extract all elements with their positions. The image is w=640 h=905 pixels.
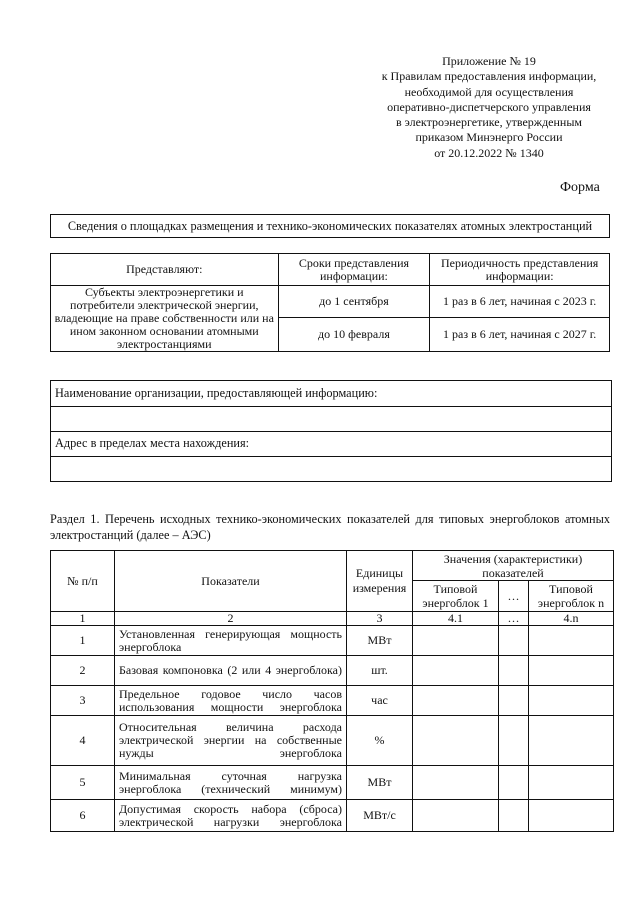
org-name-label-row	[51, 381, 611, 407]
row-indicator: Базовая компоновка (2 или 4 энергоблока)	[115, 656, 347, 686]
value-cell[interactable]	[499, 716, 529, 766]
row-indicator: Установленная генерирующая мощность энергоблока	[115, 626, 347, 656]
deadline-cell: до 1 сентября	[278, 286, 430, 318]
appendix-line: от 20.12.2022 № 1340	[434, 145, 544, 160]
value-cell[interactable]	[529, 800, 614, 832]
value-cell[interactable]	[413, 800, 499, 832]
value-cell[interactable]	[529, 766, 614, 800]
indicators-table	[50, 550, 614, 832]
header-indicator: Показатели	[115, 551, 347, 612]
submission-table	[50, 253, 610, 352]
period-cell: 1 раз в 6 лет, начиная с 2023 г.	[430, 286, 610, 318]
address-label-row	[51, 431, 611, 457]
period-cell: 1 раз в 6 лет, начиная с 2027 г.	[430, 318, 610, 352]
value-cell[interactable]	[499, 686, 529, 716]
table-row	[51, 716, 614, 766]
appendix-header	[345, 54, 633, 161]
appendix-line: Приложение № 19	[442, 54, 536, 68]
row-indicator: Относительная величина расхода электрической энергии на собственные нужды энергоблока	[115, 716, 347, 766]
value-cell[interactable]	[529, 656, 614, 686]
table-row	[51, 626, 614, 656]
value-cell[interactable]	[413, 686, 499, 716]
header-num: № п/п	[51, 551, 115, 612]
index-cell: 4.n	[529, 612, 614, 626]
org-name-label: Наименование организации, предоставляющей информацию:	[55, 386, 378, 400]
row-indicator: Допустимая скорость набора (сброса) электрической нагрузки энергоблока	[115, 800, 347, 832]
appendix-line: необходимой для осуществления	[404, 84, 574, 99]
value-cell[interactable]	[529, 626, 614, 656]
row-unit: шт.	[347, 656, 413, 686]
org-name-field[interactable]	[51, 406, 611, 432]
index-cell: 2	[115, 612, 347, 626]
document-title: Сведения о площадках размещения и технико-экономических показателях атомных электростанций	[50, 214, 610, 238]
index-cell: …	[499, 612, 529, 626]
header-period: Периодичность представления информации:	[430, 254, 610, 286]
header-unit-n: Типовой энергоблок n	[529, 581, 614, 612]
index-cell: 4.1	[413, 612, 499, 626]
row-unit: %	[347, 716, 413, 766]
table-row	[51, 656, 614, 686]
header-submitters: Представляют:	[51, 254, 279, 286]
value-cell[interactable]	[499, 626, 529, 656]
row-num: 4	[51, 716, 115, 766]
table-row	[51, 800, 614, 832]
row-indicator: Предельное годовое число часов использования мощности энергоблока	[115, 686, 347, 716]
row-unit: час	[347, 686, 413, 716]
value-cell[interactable]	[413, 656, 499, 686]
header-ellipsis: …	[499, 581, 529, 612]
section-1-heading: Раздел 1. Перечень исходных технико-экономических показателей для типовых энергоблоков атомных электростанций (далее – АЭС)	[50, 512, 610, 542]
header-deadline: Сроки представления информации:	[278, 254, 430, 286]
header-values: Значения (характеристики) показателей	[413, 551, 614, 581]
value-cell[interactable]	[499, 800, 529, 832]
row-num: 6	[51, 800, 115, 832]
value-cell[interactable]	[413, 766, 499, 800]
appendix-line: оперативно-диспетчерского управления	[387, 99, 591, 114]
row-num: 5	[51, 766, 115, 800]
row-unit: МВт	[347, 626, 413, 656]
organization-info-box	[50, 380, 612, 482]
index-cell: 1	[51, 612, 115, 626]
row-num: 3	[51, 686, 115, 716]
address-label: Адрес в пределах места нахождения:	[55, 436, 250, 450]
row-num: 1	[51, 626, 115, 656]
value-cell[interactable]	[413, 716, 499, 766]
value-cell[interactable]	[499, 656, 529, 686]
form-label: Форма	[560, 180, 600, 195]
value-cell[interactable]	[529, 716, 614, 766]
row-indicator: Минимальная суточная нагрузка энергоблока (технический минимум)	[115, 766, 347, 800]
value-cell[interactable]	[529, 686, 614, 716]
table-row	[51, 686, 614, 716]
appendix-line: приказом Минэнерго России	[415, 130, 563, 145]
table-row	[51, 766, 614, 800]
appendix-line: к Правилам предоставления информации,	[381, 69, 597, 84]
header-units: Единицы измерения	[347, 551, 413, 612]
value-cell[interactable]	[499, 766, 529, 800]
index-cell: 3	[347, 612, 413, 626]
row-unit: МВт/с	[347, 800, 413, 832]
row-num: 2	[51, 656, 115, 686]
row-unit: МВт	[347, 766, 413, 800]
address-field[interactable]	[51, 456, 611, 481]
header-unit-1: Типовой энергоблок 1	[413, 581, 499, 612]
value-cell[interactable]	[413, 626, 499, 656]
appendix-line: в электроэнергетике, утвержденным	[395, 115, 583, 130]
submitters-cell: Субъекты электроэнергетики и потребители электрической энергии, владеющие на праве собственности или на ином законном основании атомными электростанциями	[51, 286, 279, 352]
deadline-cell: до 10 февраля	[278, 318, 430, 352]
